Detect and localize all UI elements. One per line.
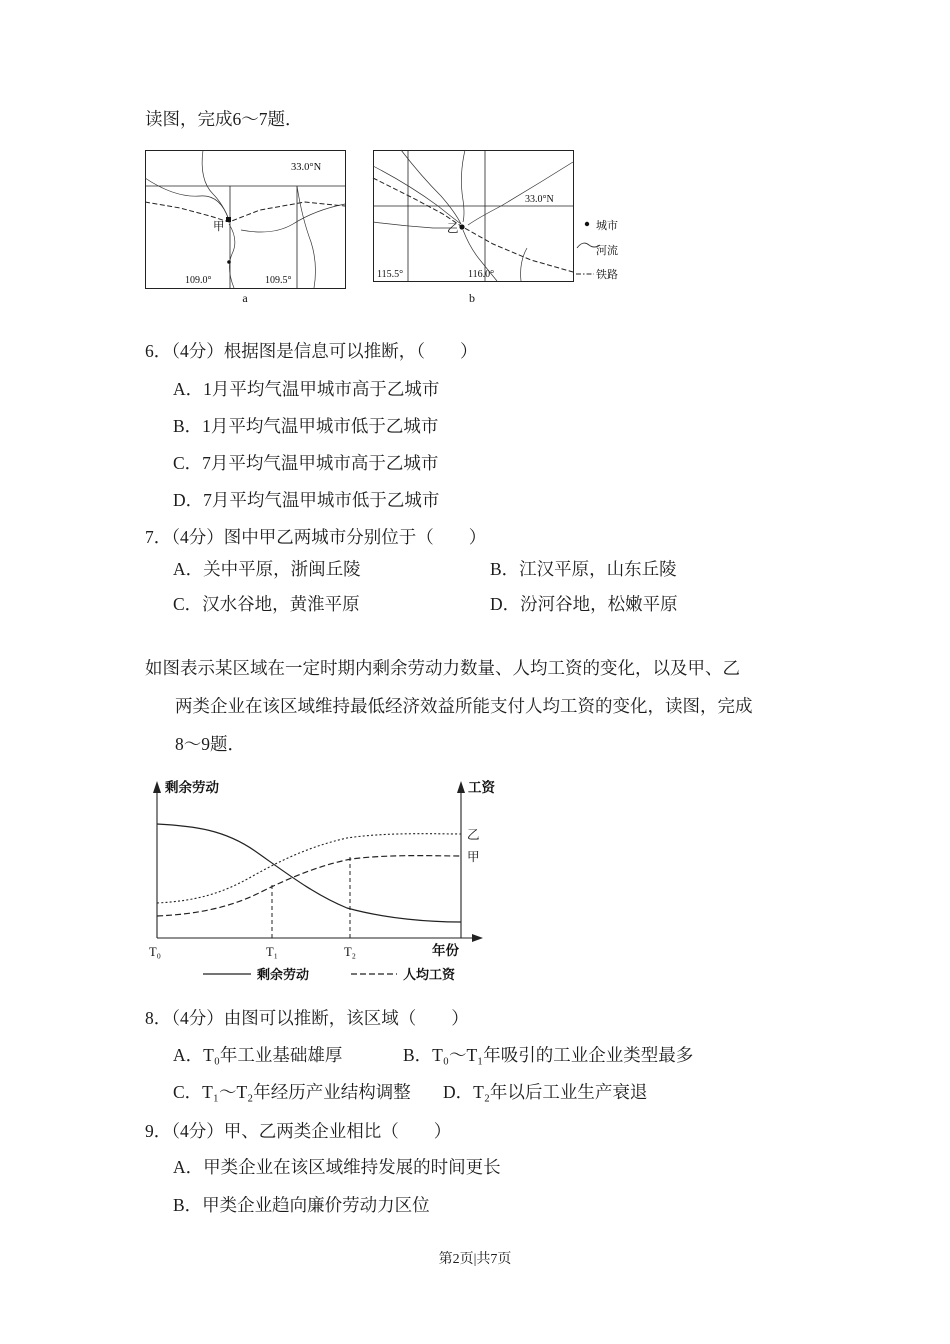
q8-stem: 8．（4分）由图可以推断，该区域（ ） <box>145 1008 469 1028</box>
q9-option-b: B．甲类企业趋向廉价劳动力区位 <box>173 1195 430 1215</box>
q6-option-a: A．1月平均气温甲城市高于乙城市 <box>173 379 440 399</box>
q8-option-b: B．T₀～T₁年吸引的工业企业类型最多 <box>403 1045 694 1065</box>
curve-label-jia: 甲 <box>467 850 480 864</box>
legend-river-label: 河流 <box>596 245 618 257</box>
legend-railway-label: 铁路 <box>596 269 618 281</box>
map-b-caption: b <box>469 291 475 305</box>
right-axis-arrow <box>457 781 465 793</box>
q6-option-d: D．7月平均气温甲城市低于乙城市 <box>173 490 440 510</box>
legend-city-icon <box>585 222 589 226</box>
x-axis-arrow <box>472 934 483 942</box>
legend-city-label: 城市 <box>596 220 618 232</box>
q6-option-b: B．1月平均气温甲城市低于乙城市 <box>173 416 439 436</box>
tick-t1: T₁ <box>266 945 278 959</box>
map-a-city-marker <box>226 217 231 222</box>
map-a-railway <box>145 202 345 222</box>
curve-label-yi: 乙 <box>467 828 480 842</box>
page-footer: 第2页|共7页 <box>438 1252 512 1267</box>
q9-stem: 9．（4分）甲、乙两类企业相比（ ） <box>145 1121 452 1141</box>
q6-option-c: C．7月平均气温甲城市高于乙城市 <box>173 453 439 473</box>
map-a-lat-label: 33.0°N <box>291 162 322 173</box>
q7-stem: 7．（4分）图中甲乙两城市分别位于（ ） <box>145 527 487 547</box>
wage-jia-curve <box>157 856 461 916</box>
intro-questions-8-9-line1: 如图表示某区域在一定时期内剩余劳动力数量、人均工资的变化，以及甲、乙 <box>145 658 740 678</box>
legend-solid-label: 剩余劳动 <box>257 967 310 982</box>
chart-axes <box>157 784 479 938</box>
q7-option-c: C．汉水谷地，黄淮平原 <box>173 594 360 614</box>
x-axis-label: 年份 <box>432 943 459 958</box>
map-a-city-label: 甲 <box>213 221 225 233</box>
q7-option-a: A．关中平原，浙闽丘陵 <box>173 559 361 579</box>
tick-t0: T₀ <box>149 945 161 959</box>
left-axis-arrow <box>153 781 161 793</box>
map-b-city-marker <box>459 224 464 229</box>
q7-option-b: B．江汉平原，山东丘陵 <box>490 559 677 579</box>
map-a-lon2-label: 109.5° <box>265 275 292 286</box>
map-b-lon2-label: 116.0° <box>468 269 495 280</box>
map-b-city-label: 乙 <box>447 223 459 235</box>
left-axis-label: 剩余劳动 <box>165 780 219 795</box>
map-a-caption: a <box>242 291 248 305</box>
q8-option-a: A．T₀年工业基础雄厚 <box>173 1045 343 1065</box>
right-axis-label: 工资 <box>468 780 495 795</box>
intro-questions-6-7: 读图，完成6～7题． <box>145 109 303 129</box>
tick-t2: T₂ <box>344 945 356 959</box>
map-a-extra-dot <box>227 260 231 264</box>
map-b-lat-label: 33.0°N <box>525 194 554 205</box>
q9-option-a: A．甲类企业在该区域维持发展的时间更长 <box>173 1157 501 1177</box>
map-b <box>373 150 574 305</box>
company-yi-curve <box>157 834 461 903</box>
map-a <box>145 150 346 305</box>
maps-legend <box>576 219 618 281</box>
intro-questions-8-9-line2: 两类企业在该区域维持最低经济效益所能支付人均工资的变化，读图，完成 <box>175 696 753 716</box>
labor-wage-chart <box>145 766 545 996</box>
q8-option-d: D．T₂年以后工业生产衰退 <box>443 1082 648 1102</box>
surplus-labor-curve <box>157 824 461 922</box>
map-b-railway <box>373 178 573 272</box>
chart-legend <box>203 967 456 982</box>
q8-option-c: C．T₁～T₂年经历产业结构调整 <box>173 1082 411 1102</box>
map-b-lon1-label: 115.5° <box>377 269 404 280</box>
map-b-rivers <box>373 150 573 281</box>
q7-option-d: D．汾河谷地，松嫩平原 <box>490 594 678 614</box>
intro-questions-8-9-line3: 8～9题． <box>175 734 245 754</box>
legend-dashed-label: 人均工资 <box>403 967 456 982</box>
q6-stem: 6．（4分）根据图是信息可以推断，（ ） <box>145 341 478 361</box>
map-a-lon1-label: 109.0° <box>185 275 212 286</box>
figure-two-maps <box>145 146 650 316</box>
